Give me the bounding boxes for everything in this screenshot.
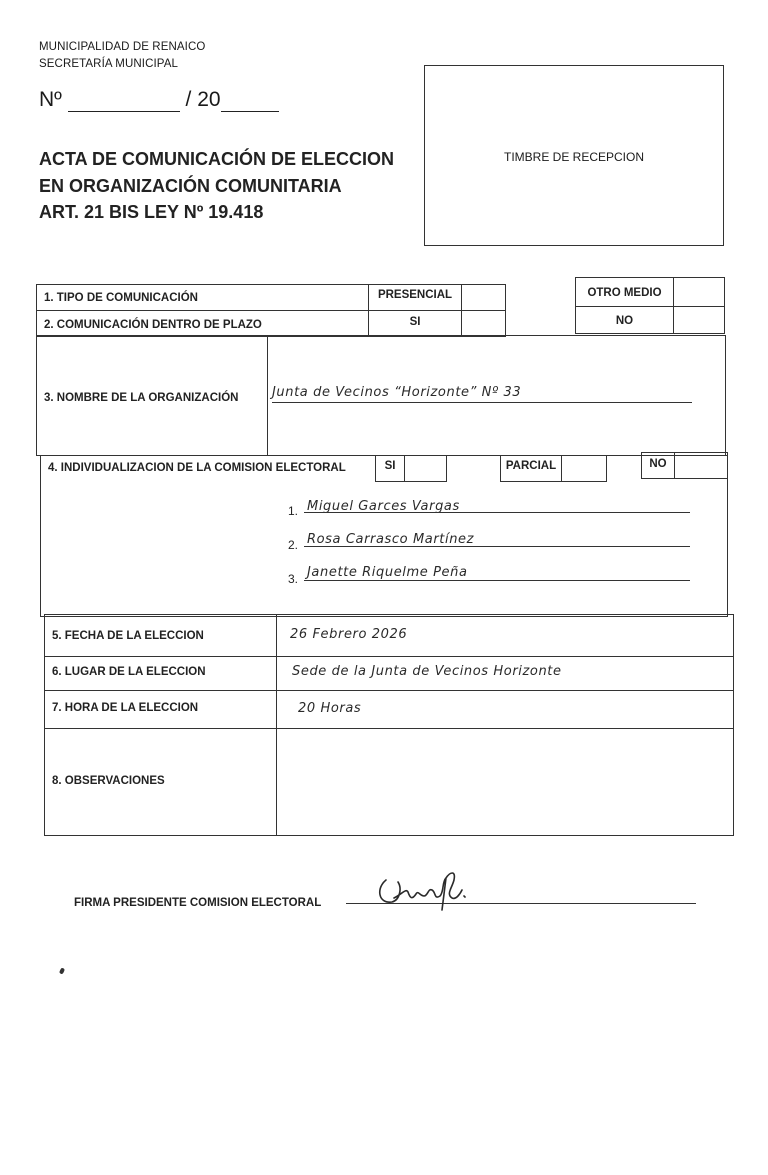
year-separator: / 20 bbox=[185, 88, 221, 111]
member-2-name: Rosa Carrasco Martínez bbox=[307, 532, 475, 547]
within-deadline-label: 2. COMUNICACIÓN DENTRO DE PLAZO bbox=[44, 319, 262, 331]
department-name: SECRETARÍA MUNICIPAL bbox=[39, 58, 178, 70]
observations-label: 8. OBSERVACIONES bbox=[52, 775, 165, 787]
otro-medio-checkbox[interactable] bbox=[674, 278, 724, 306]
municipality-name: MUNICIPALIDAD DE RENAICO bbox=[39, 41, 206, 53]
deadline-yes-checkbox[interactable] bbox=[462, 311, 505, 336]
stamp-label: TIMBRE DE RECEPCION bbox=[503, 150, 644, 164]
member-2-number: 2. bbox=[288, 538, 299, 552]
observations-field[interactable] bbox=[280, 732, 730, 832]
presencial-option: PRESENCIAL bbox=[377, 289, 453, 301]
commission-no-option: NO bbox=[649, 458, 667, 470]
election-time-label: 7. HORA DE LA ELECCION bbox=[52, 702, 199, 714]
election-place-label: 6. LUGAR DE LA ELECCION bbox=[52, 666, 206, 678]
document-title bbox=[39, 146, 394, 226]
commission-label: 4. INDIVIDUALIZACION DE LA COMISION ELECTORAL bbox=[48, 462, 346, 474]
commission-yes-checkbox[interactable] bbox=[405, 456, 446, 481]
member-1-number: 1. bbox=[288, 504, 299, 518]
handwritten-signature bbox=[372, 858, 482, 918]
stray-ink-mark bbox=[59, 967, 65, 974]
commission-partial-checkbox[interactable] bbox=[562, 456, 606, 481]
election-date-value: 26 Febrero 2026 bbox=[290, 627, 408, 642]
title-line-2: EN ORGANIZACIÓN COMUNITARIA bbox=[39, 175, 342, 196]
deadline-no-checkbox[interactable] bbox=[674, 307, 724, 334]
presencial-checkbox[interactable] bbox=[462, 285, 505, 310]
election-time-value: 20 Horas bbox=[298, 701, 362, 716]
commission-no-checkbox[interactable] bbox=[675, 453, 727, 478]
number-prefix: Nº bbox=[39, 88, 62, 111]
deadline-no-option: NO bbox=[615, 315, 634, 327]
otro-medio-option: OTRO MEDIO bbox=[587, 287, 662, 299]
year-blank[interactable] bbox=[221, 91, 279, 112]
title-line-3: ART. 21 BIS LEY Nº 19.418 bbox=[39, 202, 264, 222]
signature-label: FIRMA PRESIDENTE COMISION ELECTORAL bbox=[74, 897, 322, 909]
number-blank[interactable] bbox=[68, 91, 180, 112]
member-3-name: Janette Riquelme Peña bbox=[307, 565, 468, 580]
member-1-name: Miguel Garces Vargas bbox=[307, 499, 460, 514]
document-number-line bbox=[39, 88, 279, 112]
election-place-value: Sede de la Junta de Vecinos Horizonte bbox=[292, 664, 562, 679]
organization-name-label: 3. NOMBRE DE LA ORGANIZACIÓN bbox=[44, 392, 239, 404]
election-date-label: 5. FECHA DE LA ELECCION bbox=[52, 630, 204, 642]
commission-yes-option: SI bbox=[384, 460, 396, 472]
member-3-number: 3. bbox=[288, 572, 299, 586]
reception-stamp-box bbox=[424, 65, 724, 246]
organization-name-value: Junta de Vecinos “Horizonte” Nº 33 bbox=[272, 385, 522, 400]
title-line-1: ACTA DE COMUNICACIÓN DE ELECCION bbox=[39, 149, 394, 169]
commission-partial-option: PARCIAL bbox=[505, 460, 557, 472]
communication-type-label: 1. TIPO DE COMUNICACIÓN bbox=[44, 292, 198, 304]
deadline-yes-option: SI bbox=[409, 316, 421, 328]
